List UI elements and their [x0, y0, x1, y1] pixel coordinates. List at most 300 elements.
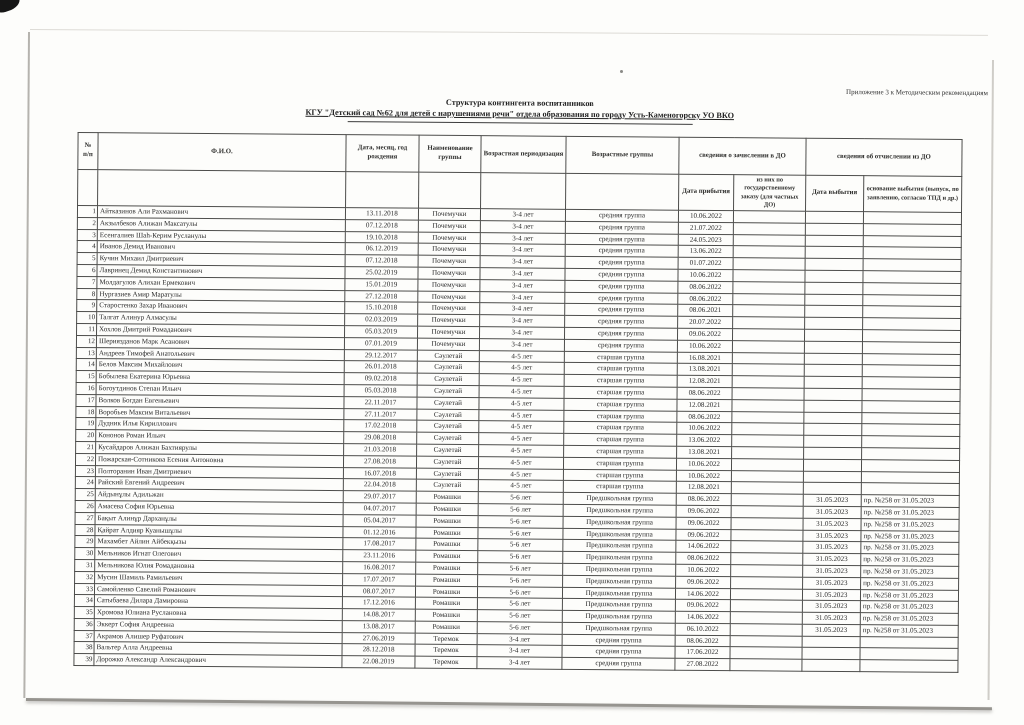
- cell-fio: Воробьев Максим Витальевич: [96, 406, 344, 420]
- cell-group-name: Сәулетай: [417, 362, 479, 374]
- cell-birthdate: 15.10.2018: [345, 302, 418, 314]
- cell-departure-reason: [863, 212, 961, 225]
- cell-age-period: 3-4 лет: [480, 244, 565, 256]
- cell-fio: Хромова Юлиана Руслановна: [94, 607, 342, 621]
- cell-group-name: Сәулетай: [416, 468, 478, 480]
- cell-age-period: 3-4 лет: [480, 268, 565, 280]
- cell-age-group: старшая группа: [564, 433, 677, 446]
- cell-departure-date: [804, 447, 862, 459]
- cell-departure-reason: пр. №258 от 31.05.2023: [861, 530, 959, 543]
- cell-departure-reason: [862, 330, 960, 343]
- cell-birthdate: 05.04.2017: [343, 514, 416, 526]
- cell-birthdate: 27.12.2018: [345, 290, 418, 302]
- cell-gov-order: [731, 529, 803, 541]
- cell-departure-date: [805, 211, 863, 223]
- cell-fio: Талгат Алинур Алмасулы: [97, 312, 345, 326]
- cell-departure-date: 31.05.2023: [802, 589, 860, 601]
- scan-corner-artifact: [0, 0, 22, 15]
- document-title: Структура контингента воспитанников: [445, 97, 594, 109]
- cell-age-period: 5-6 лет: [478, 504, 563, 516]
- cell-birthdate: 14.08.2017: [342, 609, 415, 621]
- header-num: № п/п: [78, 133, 98, 170]
- cell-arrival-date: 08.06.2022: [675, 635, 730, 647]
- header-age-group: Возрастные группы: [566, 136, 679, 174]
- cell-age-period: 4-5 лет: [479, 397, 564, 409]
- cell-age-period: 3-4 лет: [480, 209, 565, 221]
- cell-gov-order: [731, 494, 803, 506]
- cell-age-period: 3-4 лет: [480, 315, 565, 327]
- cell-age-period: 5-6 лет: [478, 515, 563, 527]
- cell-num: 2: [77, 217, 97, 229]
- cell-departure-date: [804, 435, 862, 447]
- cell-gov-order: [733, 293, 805, 305]
- cell-age-period: 5-6 лет: [478, 492, 563, 504]
- cell-birthdate: 17.12.2016: [342, 597, 415, 609]
- cell-departure-date: [802, 659, 860, 671]
- cell-group-name: Сәулетай: [417, 373, 479, 385]
- cell-age-group: Предшкольная группа: [563, 504, 676, 517]
- cell-departure-reason: [861, 471, 959, 484]
- cell-num: 19: [76, 418, 96, 430]
- header-empty-cell: [78, 170, 98, 206]
- cell-departure-date: [805, 294, 863, 306]
- pupils-table: [73, 132, 962, 673]
- cell-birthdate: 27.08.2018: [343, 455, 416, 467]
- cell-fio: Иванов Демид Иванович: [97, 241, 345, 255]
- cell-arrival-date: 14.06.2022: [675, 611, 730, 623]
- cell-departure-reason: пр. №258 от 31.05.2023: [860, 625, 958, 638]
- cell-fio: Самойленко Савелий Романович: [94, 583, 342, 597]
- cell-gov-order: [733, 258, 805, 270]
- cell-age-group: средняя группа: [564, 339, 677, 352]
- cell-num: 39: [74, 654, 94, 666]
- cell-arrival-date: 27.08.2022: [675, 658, 730, 670]
- cell-age-group: Предшкольная группа: [563, 575, 676, 588]
- cell-gov-order: [733, 222, 805, 234]
- cell-age-period: 5-6 лет: [477, 598, 562, 610]
- cell-birthdate: 07.12.2018: [345, 219, 418, 231]
- cell-departure-reason: пр. №258 от 31.05.2023: [860, 601, 958, 614]
- cell-departure-reason: [862, 365, 960, 378]
- cell-group-name: Ромашки: [416, 491, 478, 503]
- cell-departure-date: [802, 636, 860, 648]
- cell-arrival-date: 08.06.2022: [678, 281, 733, 293]
- cell-arrival-date: 10.06.2022: [678, 269, 733, 281]
- cell-age-period: 4-5 лет: [479, 409, 564, 421]
- cell-fio: Мусин Шамиль Рамильевич: [95, 571, 343, 585]
- cell-arrival-date: 17.06.2022: [675, 647, 730, 659]
- cell-fio: Акрамов Алишер Руфатович: [94, 630, 342, 644]
- cell-age-group: средняя группа: [564, 327, 677, 340]
- cell-group-name: Ромашки: [416, 550, 478, 562]
- cell-departure-date: [805, 270, 863, 282]
- cell-age-period: 5-6 лет: [478, 539, 563, 551]
- cell-group-name: Теремок: [415, 656, 477, 668]
- cell-fio: Мельников Игнат Олегович: [95, 548, 343, 562]
- header-fio: Ф.И.О.: [98, 133, 346, 172]
- cell-fio: Мельникова Юлия Ромадановна: [95, 560, 343, 574]
- scan-speckle: [620, 70, 623, 73]
- cell-birthdate: 13.08.2017: [342, 620, 415, 632]
- cell-arrival-date: 09.06.2022: [677, 328, 732, 340]
- cell-group-name: Теремок: [415, 633, 477, 645]
- cell-gov-order: [733, 234, 805, 246]
- cell-departure-reason: [863, 259, 961, 272]
- cell-departure-reason: пр. №258 от 31.05.2023: [861, 577, 959, 590]
- cell-age-period: 3-4 лет: [477, 633, 562, 645]
- cell-age-group: старшая группа: [564, 374, 677, 387]
- cell-gov-order: [733, 317, 805, 329]
- cell-num: 24: [75, 477, 95, 489]
- cell-departure-date: [803, 471, 861, 483]
- cell-gov-order: [732, 340, 804, 352]
- cell-departure-date: [805, 258, 863, 270]
- cell-group-name: Почемучки: [417, 338, 479, 350]
- cell-group-name: Сәулетай: [417, 444, 479, 456]
- header-empty-cell: [566, 173, 679, 210]
- cell-fio: Андреев Тимофей Анатольевич: [96, 347, 344, 361]
- cell-age-period: 4-5 лет: [479, 350, 564, 362]
- cell-fio: Бобылева Екатерина Юрьевна: [96, 371, 344, 385]
- cell-departure-reason: [863, 247, 961, 260]
- document-subtitle: КГУ "Детский сад №62 для детей с нарушениями речи" отдела образования по городу Усть-Каменогорску УО ВКО: [305, 107, 735, 121]
- cell-fio: Акзылбеков Алижан Максатулы: [97, 217, 345, 231]
- cell-departure-date: [803, 483, 861, 495]
- cell-gov-order: [731, 541, 803, 553]
- cell-age-period: 5-6 лет: [477, 622, 562, 634]
- cell-departure-date: [804, 424, 862, 436]
- cell-birthdate: 05.03.2018: [344, 385, 417, 397]
- cell-group-name: Почемучки: [418, 291, 480, 303]
- cell-fio: Амасева София Юрьевна: [95, 501, 343, 515]
- cell-group-name: Ромашки: [415, 586, 477, 598]
- cell-departure-reason: [863, 306, 961, 319]
- cell-num: 28: [75, 524, 95, 536]
- cell-departure-date: 31.05.2023: [802, 612, 860, 624]
- cell-fio: Белов Максим Михайлович: [96, 359, 344, 373]
- cell-departure-reason: [862, 341, 960, 354]
- cell-birthdate: 17.02.2018: [344, 420, 417, 432]
- cell-arrival-date: 16.08.2021: [677, 352, 732, 364]
- cell-num: 7: [77, 276, 97, 288]
- cell-arrival-date: 08.06.2022: [677, 387, 732, 399]
- cell-age-group: средняя группа: [565, 292, 678, 305]
- cell-age-group: старшая группа: [564, 422, 677, 435]
- cell-fio: Қайрат Алдияр Куанышұлы: [95, 524, 343, 538]
- cell-departure-date: [804, 329, 862, 341]
- cell-num: 4: [77, 241, 97, 253]
- cell-gov-order: [733, 270, 805, 282]
- cell-num: 14: [76, 359, 96, 371]
- cell-arrival-date: 13.06.2022: [677, 434, 732, 446]
- cell-age-period: 4-5 лет: [478, 456, 563, 468]
- cell-birthdate: 29.12.2017: [344, 349, 417, 361]
- cell-gov-order: [732, 364, 804, 376]
- cell-birthdate: 22.08.2019: [342, 656, 415, 668]
- cell-departure-date: [804, 412, 862, 424]
- cell-num: 22: [75, 453, 95, 465]
- header-empty-cell: [98, 170, 346, 208]
- cell-age-group: Предшкольная группа: [562, 610, 675, 623]
- cell-age-group: средняя группа: [562, 646, 675, 659]
- cell-departure-date: 31.05.2023: [803, 542, 861, 554]
- header-group-name: Наименование группы: [419, 135, 481, 172]
- cell-age-period: 5-6 лет: [478, 574, 563, 586]
- cell-fio: Нургазиев Амир Маратулы: [97, 288, 345, 302]
- cell-num: 17: [76, 394, 96, 406]
- cell-group-name: Ромашки: [415, 609, 477, 621]
- cell-num: 9: [77, 300, 97, 312]
- cell-departure-date: 31.05.2023: [803, 553, 861, 565]
- cell-age-period: 3-4 лет: [477, 657, 562, 669]
- cell-group-name: Сәулетай: [417, 421, 479, 433]
- cell-arrival-date: 10.06.2022: [677, 423, 732, 435]
- cell-age-group: Предшкольная группа: [563, 492, 676, 505]
- cell-birthdate: 27.06.2019: [342, 632, 415, 644]
- page-bottom-edge: [26, 698, 992, 710]
- cell-birthdate: 25.02.2019: [345, 267, 418, 279]
- cell-arrival-date: 01.07.2022: [678, 257, 733, 269]
- cell-age-period: 5-6 лет: [478, 527, 563, 539]
- cell-departure-date: [805, 235, 863, 247]
- cell-arrival-date: 08.06.2021: [678, 305, 733, 317]
- cell-arrival-date: 21.07.2022: [678, 222, 733, 234]
- cell-departure-date: 31.05.2023: [803, 494, 861, 506]
- cell-departure-reason: [860, 660, 958, 673]
- cell-age-group: старшая группа: [564, 386, 677, 399]
- cell-departure-date: [803, 459, 861, 471]
- cell-group-name: Ромашки: [416, 562, 478, 574]
- title-block: [78, 82, 962, 127]
- cell-group-name: Сәулетай: [416, 479, 478, 491]
- cell-num: 29: [75, 536, 95, 548]
- cell-fio: Богоутдинов Степан Ильич: [96, 383, 344, 397]
- cell-age-period: 3-4 лет: [480, 220, 565, 232]
- cell-group-name: Сәулетай: [417, 350, 479, 362]
- cell-gov-order: [731, 553, 803, 565]
- cell-group-name: Теремок: [415, 645, 477, 657]
- cell-age-group: Предшкольная группа: [563, 540, 676, 553]
- cell-departure-reason: [860, 648, 958, 661]
- cell-age-period: 5-6 лет: [478, 551, 563, 563]
- cell-age-period: 3-4 лет: [480, 303, 565, 315]
- cell-departure-date: 31.05.2023: [803, 577, 861, 589]
- cell-fio: Полторанин Иван Дмитриевич: [95, 465, 343, 479]
- cell-age-period: 3-4 лет: [480, 279, 565, 291]
- cell-group-name: Почемучки: [418, 279, 480, 291]
- cell-age-period: 4-5 лет: [479, 433, 564, 445]
- cell-gov-order: [730, 624, 802, 636]
- cell-gov-order: [731, 565, 803, 577]
- cell-birthdate: 29.07.2017: [343, 491, 416, 503]
- header-departure-reason: основание выбытия (выпуск, по заявлению, согласно ТПД и др.): [864, 176, 962, 213]
- cell-num: 10: [77, 312, 97, 324]
- cell-age-group: Предшкольная группа: [563, 563, 676, 576]
- cell-age-group: Предшкольная группа: [562, 587, 675, 600]
- cell-age-group: средняя группа: [565, 221, 678, 234]
- cell-age-period: 5-6 лет: [477, 610, 562, 622]
- cell-age-group: старшая группа: [564, 363, 677, 376]
- cell-age-period: 3-4 лет: [480, 291, 565, 303]
- header-departure-date: Дата выбытия: [806, 175, 864, 211]
- cell-birthdate: 29.08.2018: [344, 432, 417, 444]
- cell-birthdate: 07.01.2019: [344, 337, 417, 349]
- cell-birthdate: 26.01.2018: [344, 361, 417, 373]
- cell-fio: Шериязданов Марк Асанович: [96, 335, 344, 349]
- cell-age-period: 3-4 лет: [479, 327, 564, 339]
- cell-fio: Пожарская-Сотникова Есения Антоновна: [95, 453, 343, 467]
- cell-birthdate: 15.01.2019: [345, 278, 418, 290]
- cell-departure-date: 31.05.2023: [803, 530, 861, 542]
- cell-group-name: Почемучки: [418, 232, 480, 244]
- cell-age-group: Предшкольная группа: [562, 599, 675, 612]
- cell-group-name: Почемучки: [418, 244, 480, 256]
- cell-birthdate: 05.03.2019: [345, 326, 418, 338]
- cell-age-group: Предшкольная группа: [562, 622, 675, 635]
- cell-departure-date: [805, 247, 863, 259]
- cell-arrival-date: 13.06.2022: [678, 246, 733, 258]
- cell-age-group: старшая группа: [564, 410, 677, 423]
- cell-arrival-date: 12.08.2021: [677, 399, 732, 411]
- cell-arrival-date: 24.05.2023: [678, 234, 733, 246]
- cell-fio: Кусайдаров Алижан Бахтиярулы: [96, 442, 344, 456]
- page-right-edge: [988, 60, 994, 700]
- cell-num: 27: [75, 512, 95, 524]
- cell-departure-reason: пр. №258 от 31.05.2023: [861, 495, 959, 508]
- cell-fio: Лавринец Демид Константинович: [97, 265, 345, 279]
- cell-num: 13: [76, 347, 96, 359]
- cell-arrival-date: 06.10.2022: [675, 623, 730, 635]
- cell-arrival-date: 14.06.2022: [675, 588, 730, 600]
- cell-arrival-date: 10.06.2022: [678, 210, 733, 222]
- cell-birthdate: 13.11.2018: [345, 208, 418, 220]
- cell-birthdate: 23.11.2016: [343, 550, 416, 562]
- cell-num: 1: [77, 206, 97, 218]
- cell-fio: Бақыт Алинұр Дарханұлы: [95, 512, 343, 526]
- cell-num: 38: [74, 642, 94, 654]
- cell-birthdate: 16.08.2017: [343, 562, 416, 574]
- cell-gov-order: [732, 388, 804, 400]
- cell-age-period: 4-5 лет: [478, 480, 563, 492]
- cell-departure-reason: [862, 377, 960, 390]
- cell-birthdate: 22.11.2017: [344, 396, 417, 408]
- cell-gov-order: [731, 506, 803, 518]
- cell-departure-reason: [863, 235, 961, 248]
- cell-departure-date: [805, 306, 863, 318]
- cell-arrival-date: 14.06.2022: [676, 541, 731, 553]
- cell-arrival-date: 09.06.2022: [675, 600, 730, 612]
- cell-arrival-date: 12.08.2021: [676, 482, 731, 494]
- cell-gov-order: [732, 423, 804, 435]
- cell-departure-date: 31.05.2023: [803, 565, 861, 577]
- cell-arrival-date: 13.08.2021: [677, 364, 732, 376]
- cell-gov-order: [733, 211, 805, 223]
- cell-gov-order: [732, 329, 804, 341]
- cell-departure-reason: [861, 459, 959, 472]
- cell-num: 11: [77, 323, 97, 335]
- cell-fio: Кучин Михаил Дмитриевич: [97, 253, 345, 267]
- cell-age-period: 5-6 лет: [477, 586, 562, 598]
- cell-age-period: 4-5 лет: [478, 468, 563, 480]
- cell-num: 32: [75, 571, 95, 583]
- cell-age-group: старшая группа: [563, 469, 676, 482]
- cell-group-name: Почемучки: [418, 267, 480, 279]
- cell-fio: Молдагулов Алихан Ермекович: [97, 276, 345, 290]
- cell-gov-order: [731, 458, 803, 470]
- cell-fio: Волков Богдан Евгеньевич: [96, 394, 344, 408]
- cell-gov-order: [731, 470, 803, 482]
- cell-birthdate: 08.07.2017: [342, 585, 415, 597]
- cell-gov-order: [733, 281, 805, 293]
- cell-gov-order: [730, 647, 802, 659]
- header-enrollment-group: сведения о зачислении в ДО: [679, 137, 806, 175]
- cell-age-period: 3-4 лет: [477, 645, 562, 657]
- cell-birthdate: 22.04.2018: [343, 479, 416, 491]
- cell-birthdate: 04.07.2017: [343, 503, 416, 515]
- cell-arrival-date: 12.08.2021: [677, 375, 732, 387]
- cell-group-name: Ромашки: [416, 527, 478, 539]
- cell-departure-reason: [862, 436, 960, 449]
- cell-departure-reason: [863, 318, 961, 331]
- header-birthdate: Дата, месяц, год рождения: [346, 135, 419, 173]
- cell-departure-reason: [862, 353, 960, 366]
- cell-gov-order: [732, 376, 804, 388]
- cell-age-group: средняя группа: [565, 304, 678, 317]
- cell-gov-order: [730, 612, 802, 624]
- cell-birthdate: 06.12.2019: [345, 243, 418, 255]
- cell-departure-date: 31.05.2023: [802, 624, 860, 636]
- cell-departure-date: [805, 223, 863, 235]
- cell-gov-order: [730, 635, 802, 647]
- header-gov-order: из них по государственному заказу (для частных ДО): [734, 175, 806, 212]
- cell-num: 5: [77, 253, 97, 265]
- cell-arrival-date: 09.06.2022: [676, 529, 731, 541]
- cell-departure-date: [804, 376, 862, 388]
- cell-age-group: средняя группа: [565, 257, 678, 270]
- cell-fio: Айтказинов Али Рахманович: [97, 206, 345, 220]
- cell-age-group: средняя группа: [565, 316, 678, 329]
- cell-birthdate: 28.12.2018: [342, 644, 415, 656]
- header-empty-cell: [346, 172, 419, 209]
- cell-departure-reason: [862, 448, 960, 461]
- cell-departure-reason: [863, 282, 961, 295]
- cell-num: 31: [75, 559, 95, 571]
- cell-departure-date: [804, 341, 862, 353]
- cell-birthdate: 07.12.2018: [345, 255, 418, 267]
- cell-group-name: Ромашки: [415, 597, 477, 609]
- header-empty-cell: [419, 172, 481, 208]
- header-empty-cell: [481, 173, 566, 210]
- cell-arrival-date: 13.08.2021: [677, 446, 732, 458]
- cell-num: 18: [76, 406, 96, 418]
- cell-gov-order: [732, 352, 804, 364]
- cell-arrival-date: 09.06.2022: [676, 505, 731, 517]
- cell-fio: Вальтер Алла Андреевна: [94, 642, 342, 656]
- cell-age-period: 4-5 лет: [479, 421, 564, 433]
- cell-gov-order: [732, 411, 804, 423]
- cell-fio: Есенгалиев Шаһ-Керим Русланулы: [97, 229, 345, 243]
- cell-age-period: 4-5 лет: [479, 386, 564, 398]
- cell-num: 3: [77, 229, 97, 241]
- cell-departure-date: [804, 353, 862, 365]
- cell-group-name: Ромашки: [416, 574, 478, 586]
- cell-gov-order: [730, 588, 802, 600]
- cell-gov-order: [732, 399, 804, 411]
- cell-num: 33: [74, 583, 94, 595]
- cell-group-name: Сәулетай: [417, 385, 479, 397]
- title-underline-rule: [347, 121, 692, 125]
- cell-num: 26: [75, 500, 95, 512]
